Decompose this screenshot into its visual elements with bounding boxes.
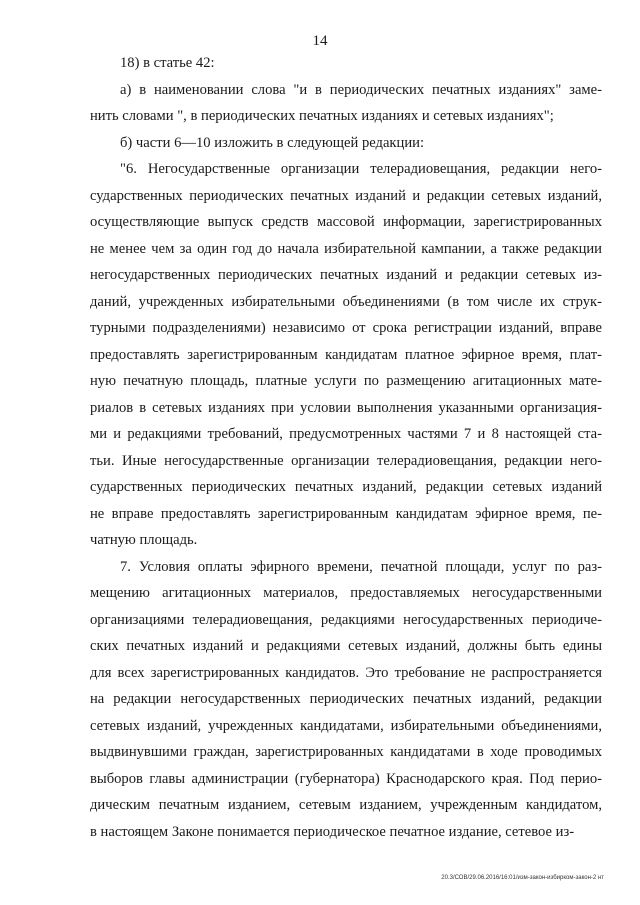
text-line: предоставлять зарегистрированным кандидатам платное эфирное время, плат- [90, 346, 602, 363]
page-number: 14 [312, 33, 328, 49]
text-line: в настоящем Законе понимается периодическое печатное издание, сетевое из- [90, 823, 575, 840]
text-line: не менее чем за один год до начала избирательной кампании, а также редакции [90, 240, 602, 257]
paragraph [90, 554, 602, 846]
paragraph [90, 130, 602, 157]
text-line: выдвинувшими граждан, зарегистрированных кандидатами в ходе проводимых [90, 744, 602, 760]
text-line: сударственных периодических печатных изданий и редакции сетевых изданий, [90, 187, 602, 204]
text-line: турными подразделениями) независимо от срока регистрации изданий, вправе [90, 320, 602, 336]
text-line: "6. Негосударственные организации телерадиовещания, редакции него- [120, 161, 602, 177]
text-line: б) части 6—10 изложить в следующей редакции: [120, 134, 425, 151]
text-line: риалов в сетевых изданиях при условии выполнения указанными организация- [90, 399, 602, 416]
text-line: сударственных периодических печатных изданий, редакции сетевых изданий [90, 479, 602, 495]
paragraph [90, 156, 602, 554]
footer-filepath: 20.3/СОВ/29.06.2016/16:01/изм-закон-избирком-закон-2 нт [441, 875, 604, 881]
paragraph [90, 50, 602, 77]
text-line: ских печатных изданий и редакциями сетевых изданий, должны быть едины [90, 638, 602, 654]
text-line: мещению агитационных материалов, предоставляемых негосударственными [90, 585, 602, 601]
text-line: не вправе предоставлять зарегистрированным кандидатам эфирное время, пе- [90, 505, 602, 522]
text-line: негосударственных периодических печатных изданий и редакции сетевых из- [90, 267, 602, 283]
text-line: на редакции негосударственных периодических печатных изданий, редакции [90, 691, 602, 707]
text-line: 7. Условия оплаты эфирного времени, печатной площади, услуг по раз- [120, 558, 602, 575]
text-line: выборов главы администрации (губернатора) Краснодарского края. Под перио- [90, 770, 602, 787]
text-line: ную печатную площадь, платные услуги по размещению агитационных мате- [90, 373, 602, 389]
text-line: даний, учрежденных избирательными объединениями (в том числе их струк- [90, 293, 602, 310]
text-line: осуществляющие выпуск средств массовой информации, зарегистрированных [90, 214, 602, 230]
text-line: чатную площадь. [90, 532, 198, 548]
text-line: ми и редакциями требований, предусмотренных частями 7 и 8 настоящей ста- [90, 426, 602, 442]
document-body [90, 50, 602, 845]
text-line: организациями телерадиовещания, редакциями негосударственных периодиче- [90, 611, 602, 628]
text-line: дическим печатным изданием, сетевым изданием, учрежденным кандидатом, [90, 797, 602, 813]
text-line: а) в наименовании слова "и в периодических печатных изданиях" заме- [120, 81, 602, 98]
text-line: сетевых изданий, учрежденных кандидатами, избирательными объединениями, [90, 717, 602, 734]
paragraph [90, 77, 602, 130]
text-line: для всех зарегистрированных кандидатов. Это требование не распространяется [90, 664, 602, 681]
text-line: тьи. Иные негосударственные организации телерадиовещания, редакции него- [90, 452, 602, 469]
text-line: 18) в статье 42: [120, 55, 215, 71]
text-line: нить словами ", в периодических печатных изданиях и сетевых изданиях"; [90, 108, 554, 124]
